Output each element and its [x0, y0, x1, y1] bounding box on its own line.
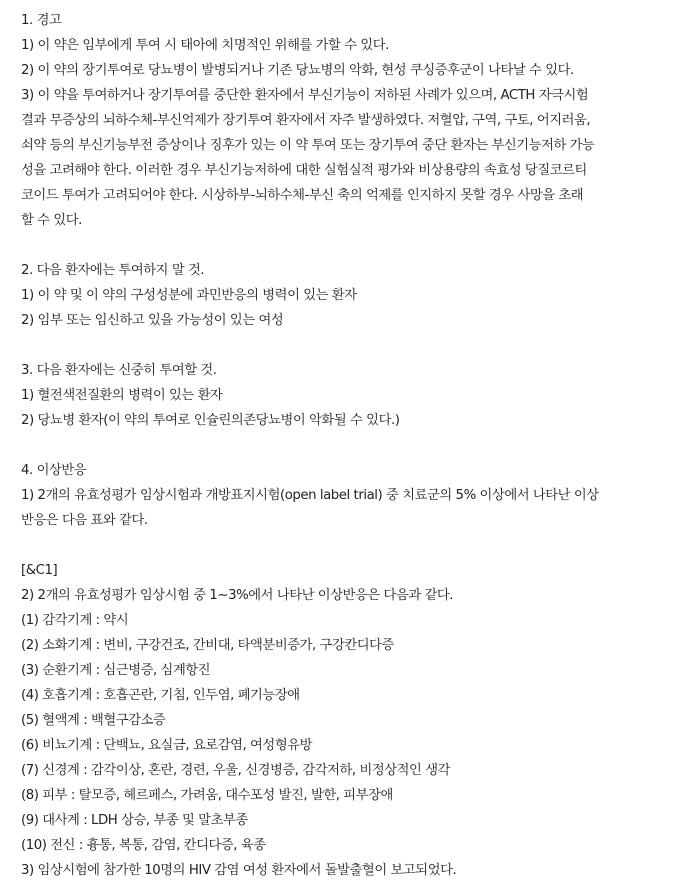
blank-line: [21, 333, 685, 358]
text-line: (5) 혈액계 : 백혈구감소증: [21, 713, 166, 728]
text-line: 3. 다음 환자에는 신중히 투여할 것.: [21, 363, 217, 378]
text-line: 2. 다음 환자에는 투여하지 말 것.: [21, 263, 205, 278]
text-line: 성을 고려해야 한다. 이러한 경우 부신기능저하에 대한 실험실적 평가와 비상용량의 속효성 당질코르티: [21, 163, 587, 178]
blank-line: [21, 233, 685, 258]
text-line: 1) 이 약은 임부에게 투여 시 태아에 치명적인 위해를 가할 수 있다.: [21, 38, 389, 53]
text-line: (8) 피부 : 탈모증, 헤르페스, 가려움, 대수포성 발진, 발한, 피부장애: [21, 788, 393, 803]
text-line: 3) 임상시험에 참가한 10명의 HIV 감염 여성 환자에서 돌발출혈이 보고되었다.: [21, 863, 457, 878]
text-line: 1) 이 약 및 이 약의 구성성분에 과민반응의 병력이 있는 환자: [21, 288, 357, 303]
document-body: [21, 8, 685, 883]
blank-line: [21, 533, 685, 558]
text-line: 코이드 투여가 고려되어야 한다. 시상하부-뇌하수체-부신 축의 억제를 인지하지 못할 경우 사망을 초래: [21, 188, 584, 203]
text-line: (1) 감각기계 : 약시: [21, 613, 129, 628]
text-line: 2) 임부 또는 임신하고 있을 가능성이 있는 여성: [21, 313, 284, 328]
text-line: 4. 이상반응: [21, 463, 87, 478]
text-line: 할 수 있다.: [21, 213, 82, 228]
text-line: (9) 대사계 : LDH 상승, 부종 및 말초부종: [21, 813, 248, 828]
text-line: 2) 당뇨병 환자(이 약의 투여로 인슐린의존당뇨병이 악화될 수 있다.): [21, 413, 400, 428]
text-line: (6) 비뇨기계 : 단백뇨, 요실금, 요로감염, 여성형유방: [21, 738, 313, 753]
text-line: (4) 호흡기계 : 호흡곤란, 기침, 인두염, 폐기능장애: [21, 688, 300, 703]
text-line: 3) 이 약을 투여하거나 장기투여를 중단한 환자에서 부신기능이 저하된 사례가 있으며, ACTH 자극시험: [21, 88, 589, 103]
text-line: 결과 무증상의 뇌하수체-부신억제가 장기투여 환자에서 자주 발생하였다. 저혈압, 구역, 구토, 어지러움,: [21, 113, 591, 128]
text-line: 1. 경고: [21, 13, 62, 28]
text-line: 2) 2개의 유효성평가 임상시험 중 1~3%에서 나타난 이상반응은 다음과 같다.: [21, 588, 454, 603]
text-line: (2) 소화기계 : 변비, 구강건조, 간비대, 타액분비증가, 구강칸디다증: [21, 638, 394, 653]
text-line: 2) 이 약의 장기투여로 당뇨병이 발병되거나 기존 당뇨병의 악화, 현성 쿠싱증후군이 나타날 수 있다.: [21, 63, 574, 78]
text-line: (10) 전신 : 흉통, 복통, 감염, 칸디다증, 육종: [21, 838, 266, 853]
blank-line: [21, 433, 685, 458]
text-line: [&C1]: [21, 563, 58, 578]
text-line: 1) 혈전색전질환의 병력이 있는 환자: [21, 388, 223, 403]
text-line: 반응은 다음 표와 같다.: [21, 513, 148, 528]
text-line: 쇠약 등의 부신기능부전 증상이나 징후가 있는 이 약 투여 또는 장기투여 중단 환자는 부신기능저하 가능: [21, 138, 595, 153]
text-line: 1) 2개의 유효성평가 임상시험과 개방표지시험(open label trial) 중 치료군의 5% 이상에서 나타난 이상: [21, 488, 599, 503]
text-line: (3) 순환기계 : 심근병증, 심계항진: [21, 663, 211, 678]
text-line: (7) 신경계 : 감각이상, 혼란, 경련, 우울, 신경병증, 감각저하, 비정상적인 생각: [21, 763, 450, 778]
